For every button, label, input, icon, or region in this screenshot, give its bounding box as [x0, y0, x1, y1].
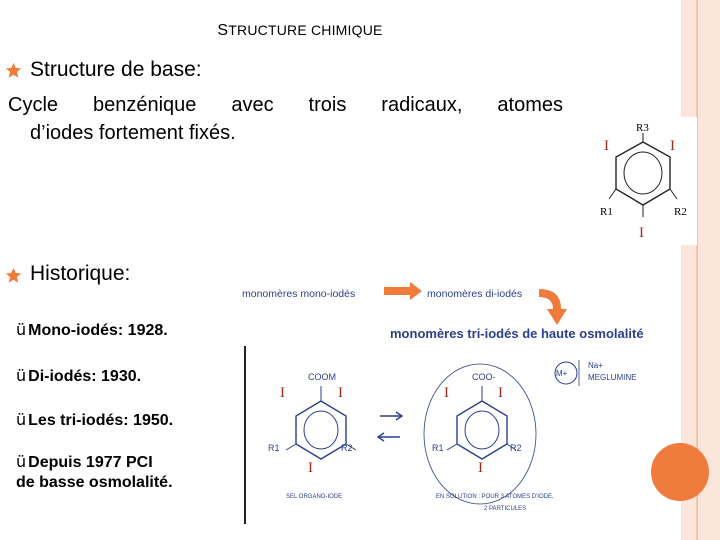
equilibrium-arrows-icon: [378, 412, 402, 441]
history-item: ü Depuis 1977 PCI de basse osmolalité.: [16, 452, 173, 491]
curved-arrow-down-icon: [537, 285, 571, 327]
flow-label-tri: monomères tri-iodés de haute osmolalité: [390, 326, 644, 341]
iodine-label: I: [280, 385, 285, 401]
history-item: ü Les tri-iodés: 1950.: [16, 410, 174, 429]
check-icon: ü: [16, 452, 27, 471]
iodine-label: I: [604, 138, 609, 154]
title-rest: TRUCTURE CHIMIQUE: [228, 22, 383, 38]
check-icon: ü: [16, 410, 27, 429]
arrow-right-icon: [384, 282, 422, 300]
flow-label-mono: monomères mono-iodés: [242, 288, 356, 300]
check-icon: ü: [16, 366, 27, 385]
description-line-1: Cycle benzénique avec trois radicaux, atomes: [8, 94, 563, 116]
na-plus-label: Na+: [588, 361, 603, 370]
iodine-label: I: [308, 460, 313, 476]
r1-label: R1: [268, 443, 280, 453]
r2-label: R2: [510, 443, 522, 453]
bullet-icon: [5, 267, 22, 284]
flow-label-di: monomères di-iodés: [427, 288, 523, 300]
r1-label: R1: [432, 443, 444, 453]
caption-solution: EN SOLUTION : POUR 3 ATOMES D'IODE,: [436, 494, 554, 500]
history-item: ü Di-iodés: 1930.: [16, 366, 142, 385]
check-icon: ü: [16, 320, 27, 339]
coo-minus-label: COO-: [472, 372, 496, 382]
meglumine-label: MEGLUMINE: [588, 373, 637, 382]
solution-circle: [424, 364, 536, 504]
slide-title: [0, 22, 600, 40]
section-heading-historique: Historique:: [30, 262, 131, 285]
section-heading-structure: Structure de base:: [30, 58, 202, 81]
coom-label: COOM: [308, 372, 336, 382]
r2-label: R2: [674, 206, 687, 218]
ionization-panel: [244, 346, 664, 524]
benzene-structure-diagram: [590, 117, 697, 245]
iodine-label: I: [639, 225, 644, 241]
description-line-2: d’iodes fortement fixés.: [30, 122, 236, 144]
iodine-label: I: [444, 385, 449, 401]
iodine-label: I: [338, 385, 343, 401]
iodine-label: I: [670, 138, 675, 154]
iodine-label: I: [478, 460, 483, 476]
ionized-molecule: [432, 372, 522, 476]
history-item: ü Mono-iodés: 1928.: [16, 320, 168, 339]
caption-particles: 2 PARTICULES: [484, 506, 527, 512]
iodine-label: I: [498, 385, 503, 401]
r3-label: R3: [636, 122, 649, 134]
r2-label: R2: [341, 443, 353, 453]
caption-organo-iode: SEL ORGANO-IODE: [286, 494, 343, 500]
title-first-letter: S: [217, 22, 229, 39]
bullet-icon: [5, 62, 22, 79]
m-plus-label: M+: [556, 369, 568, 378]
organo-iode-molecule: [268, 372, 356, 500]
structure-description: [8, 91, 563, 147]
r1-label: R1: [600, 206, 613, 218]
